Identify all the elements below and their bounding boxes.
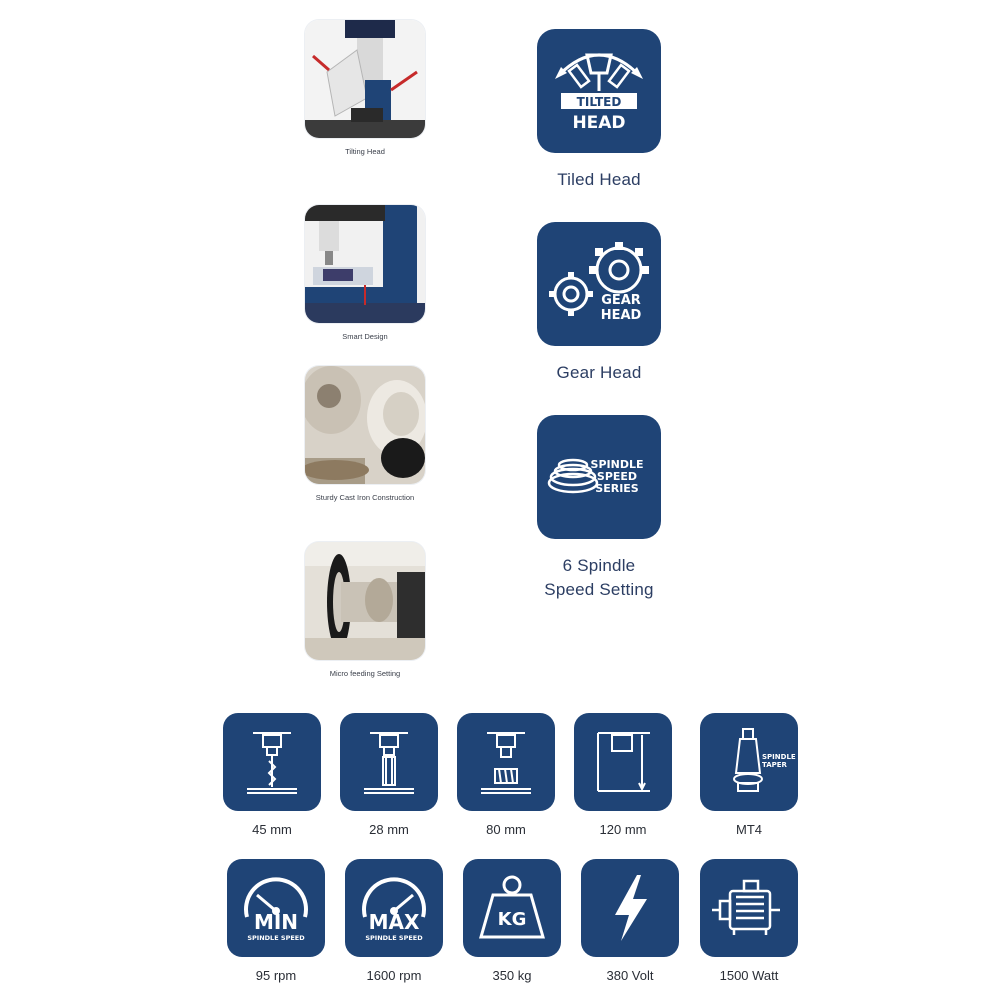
voltage-icon <box>581 859 679 957</box>
min-icon-text-2: SPINDLE SPEED <box>247 934 305 942</box>
spec-taper <box>699 713 799 837</box>
spec-weight <box>462 859 562 983</box>
weight-icon-text: KG <box>497 909 527 930</box>
spec-stroke <box>573 713 673 837</box>
photo-caption: Tilting Head <box>345 147 385 156</box>
tilted-head-icon-text-1: TILTED <box>576 95 622 109</box>
photo-card-cast-iron <box>305 366 425 502</box>
spindle-icon-text-2: SPEED <box>596 470 638 483</box>
tapping-capacity-icon <box>340 713 438 811</box>
gear-head-icon <box>537 222 661 346</box>
spindle-icon-text-3: SERIES <box>595 482 639 495</box>
spec-value: 28 mm <box>369 822 409 837</box>
feature-tilted-head <box>525 29 673 192</box>
feature-label: Gear Head <box>556 363 642 382</box>
feature-spindle-speed <box>525 415 673 602</box>
max-icon-text-2: SPINDLE SPEED <box>365 934 423 942</box>
spec-value: 80 mm <box>486 822 526 837</box>
spec-value: 1500 Watt <box>719 968 779 983</box>
min-spindle-speed-icon <box>227 859 325 957</box>
feature-label-line1: 6 Spindle <box>562 556 636 575</box>
photo-caption: Smart Design <box>342 332 388 341</box>
feature-gear-head <box>525 222 673 385</box>
max-spindle-speed-icon <box>345 859 443 957</box>
gear-head-icon-text-1: GEAR <box>601 293 641 308</box>
spindle-icon-text-1: SPINDLE <box>590 458 644 471</box>
spec-value: MT4 <box>736 822 762 837</box>
spec-value: 120 mm <box>599 822 647 837</box>
feature-label: Tiled Head <box>557 170 641 189</box>
photo-card-micro-feed <box>305 542 425 678</box>
spec-tapping <box>339 713 439 837</box>
weight-icon <box>463 859 561 957</box>
spec-drilling <box>222 713 322 837</box>
spec-min-speed <box>226 859 326 983</box>
spec-voltage <box>580 859 680 983</box>
spec-milling <box>456 713 556 837</box>
gear-head-icon-text-2: HEAD <box>600 308 642 323</box>
spec-value: 380 Volt <box>606 968 654 983</box>
micro-feed-photo <box>305 542 425 660</box>
min-icon-text-1: MIN <box>253 910 299 934</box>
cast-iron-photo <box>305 366 425 484</box>
drilling-capacity-icon <box>223 713 321 811</box>
spindle-taper-icon <box>700 713 798 811</box>
spec-max-speed <box>344 859 444 983</box>
spec-value: 350 kg <box>492 968 532 983</box>
motor-power-icon <box>700 859 798 957</box>
spindle-speed-series-icon <box>537 415 661 539</box>
spec-power <box>699 859 799 983</box>
spec-value: 95 rpm <box>255 968 297 983</box>
tilted-head-icon-text-2: HEAD <box>572 113 626 133</box>
photo-caption: Micro feeding Setting <box>329 669 401 678</box>
feature-label <box>525 554 673 602</box>
taper-icon-text-1: SPINDLE <box>762 753 796 761</box>
tilted-head-icon <box>537 29 661 153</box>
max-icon-text-1: MAX <box>368 910 420 934</box>
photo-card-smart-design <box>305 205 425 341</box>
milling-capacity-icon <box>457 713 555 811</box>
tilting-head-photo <box>305 20 425 138</box>
taper-icon-text-2: TAPER <box>762 761 787 769</box>
spec-value: 45 mm <box>252 822 292 837</box>
photo-card-tilting-head <box>305 20 425 156</box>
spec-value: 1600 rpm <box>366 968 422 983</box>
feature-label-line2: Speed Setting <box>544 580 654 599</box>
photo-caption: Sturdy Cast Iron Construction <box>315 493 415 502</box>
smart-design-photo <box>305 205 425 323</box>
spindle-stroke-icon <box>574 713 672 811</box>
